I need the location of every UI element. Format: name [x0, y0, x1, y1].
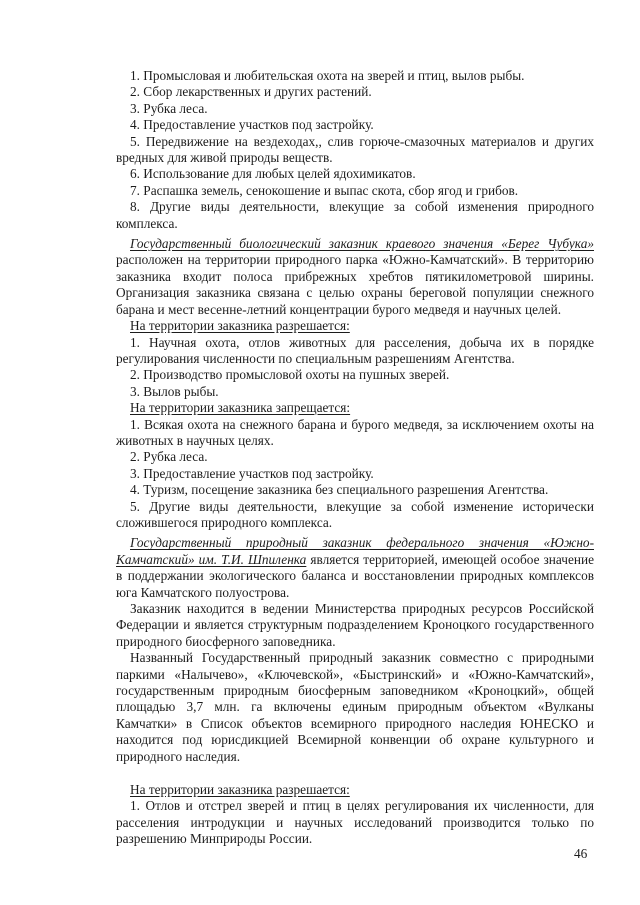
chubuk-forbidden-item-2: 2. Рубка леса.: [130, 449, 208, 465]
chubuk-allowed-item-2: 2. Производство промысловой охоты на пушных зверей.: [130, 367, 450, 383]
chubuk-forbidden-item-5: 5. Другие виды деятельности, влекущие за собой изменение исторически сложившегося природного комплекса.: [116, 498, 594, 530]
prohibited-item-1: 1. Промысловая и любительская охота на зверей и птиц, вылов рыбы.: [130, 68, 525, 83]
spacer: [116, 765, 594, 782]
chubuk-forbidden-item-4: 4. Туризм, посещение заказника без специального разрешения Агентства.: [130, 482, 549, 498]
chubuk-allowed-heading: На территории заказника разрешается:: [130, 318, 350, 334]
section-south-kamchatka-intro: [116, 535, 594, 601]
chubuk-allowed-item-3: 3. Вылов рыбы.: [130, 383, 219, 399]
chubuk-forbidden-item-1: 1. Всякая охота на снежного барана и бурого медведя, за исключением охоты на животных в научных целях.: [116, 416, 594, 448]
prohibited-item-2: 2. Сбор лекарственных и других растений.: [130, 84, 372, 100]
south-kamchatka-allowed-item-1: 1. Отлов и отстрел зверей и птиц в целях регулирования их численности, для расселения интродукции и научных исследований производится только по разрешению Минприроды России.: [116, 798, 594, 847]
page-content: [116, 68, 594, 848]
south-kamchatka-allowed-heading: На территории заказника разрешается:: [130, 782, 350, 798]
prohibited-item-7: 7. Распашка земель, сенокошение и выпас скота, сбор ягод и грибов.: [130, 182, 519, 198]
chubuk-forbidden-heading: На территории заказника запрещается:: [130, 400, 351, 416]
prohibited-item-8: 8. Другие виды деятельности, влекущие за собой изменения природного комплекса.: [116, 199, 594, 231]
prohibited-item-4: 4. Предоставление участков под застройку.: [130, 117, 374, 133]
section-chubuk-title: Государственный биологический заказник краевого значения «Берег Чубука»: [130, 236, 594, 252]
south-kamchatka-paragraph-2: Названный Государственный природный заказник совместно с природными паркими «Налычево», «Ключевской», «Быстринский» и «Южно-Камчатский», государственным природным биосферным заповедником «Кроноцкий», общей площадью 3,7 млн. га включены единым природным объектом «Вулканы Камчатки» в Список объектов всемирного природного наследия ЮНЕСКО и находится под юрисдикцией Всемирной конвенции об охране культурного и природного наследия.: [116, 650, 594, 764]
south-kamchatka-paragraph-1: Заказник находится в ведении Министерства природных ресурсов Российской Федерации и является структурным подразделением Кроноцкого государственного природного биосферного заповедника.: [116, 601, 594, 649]
section-chubuk-intro: [116, 236, 594, 318]
section-south-kamchatka-title: Государственный природный заказник федерального значения «Южно-Камчатский» им. Т.И. Шпиленка: [116, 535, 594, 567]
chubuk-allowed-item-1: 1. Научная охота, отлов животных для расселения, добыча их в порядке регулирования численности по специальным разрешениям Агентства.: [116, 334, 594, 366]
prohibited-item-6: 6. Использование для любых целей ядохимикатов.: [130, 166, 416, 182]
section-south-kamchatka-text: является территорией, имеющей особое значение в поддержании экологического баланса и восстановлении природных комплексов юга Камчатского полуострова.: [116, 551, 594, 600]
chubuk-forbidden-item-3: 3. Предоставление участков под застройку.: [130, 465, 374, 481]
prohibited-item-5: 5. Передвижение на вездеходах,, слив горюче-смазочных материалов и других вредных для живой природы веществ.: [116, 133, 594, 166]
section-chubuk-text: расположен на территории природного парка «Южно-Камчатский». В территорию заказника входит полоса прибрежных хребтов пятикилометровой ширины. Организация заказника связана с целью охраны береговой популяции снежного барана и мест весенне-летний концентрации бурого медведя и научных целей.: [116, 252, 594, 317]
prohibited-item-3: 3. Рубка леса.: [130, 100, 208, 116]
page-number: 46: [574, 846, 588, 861]
